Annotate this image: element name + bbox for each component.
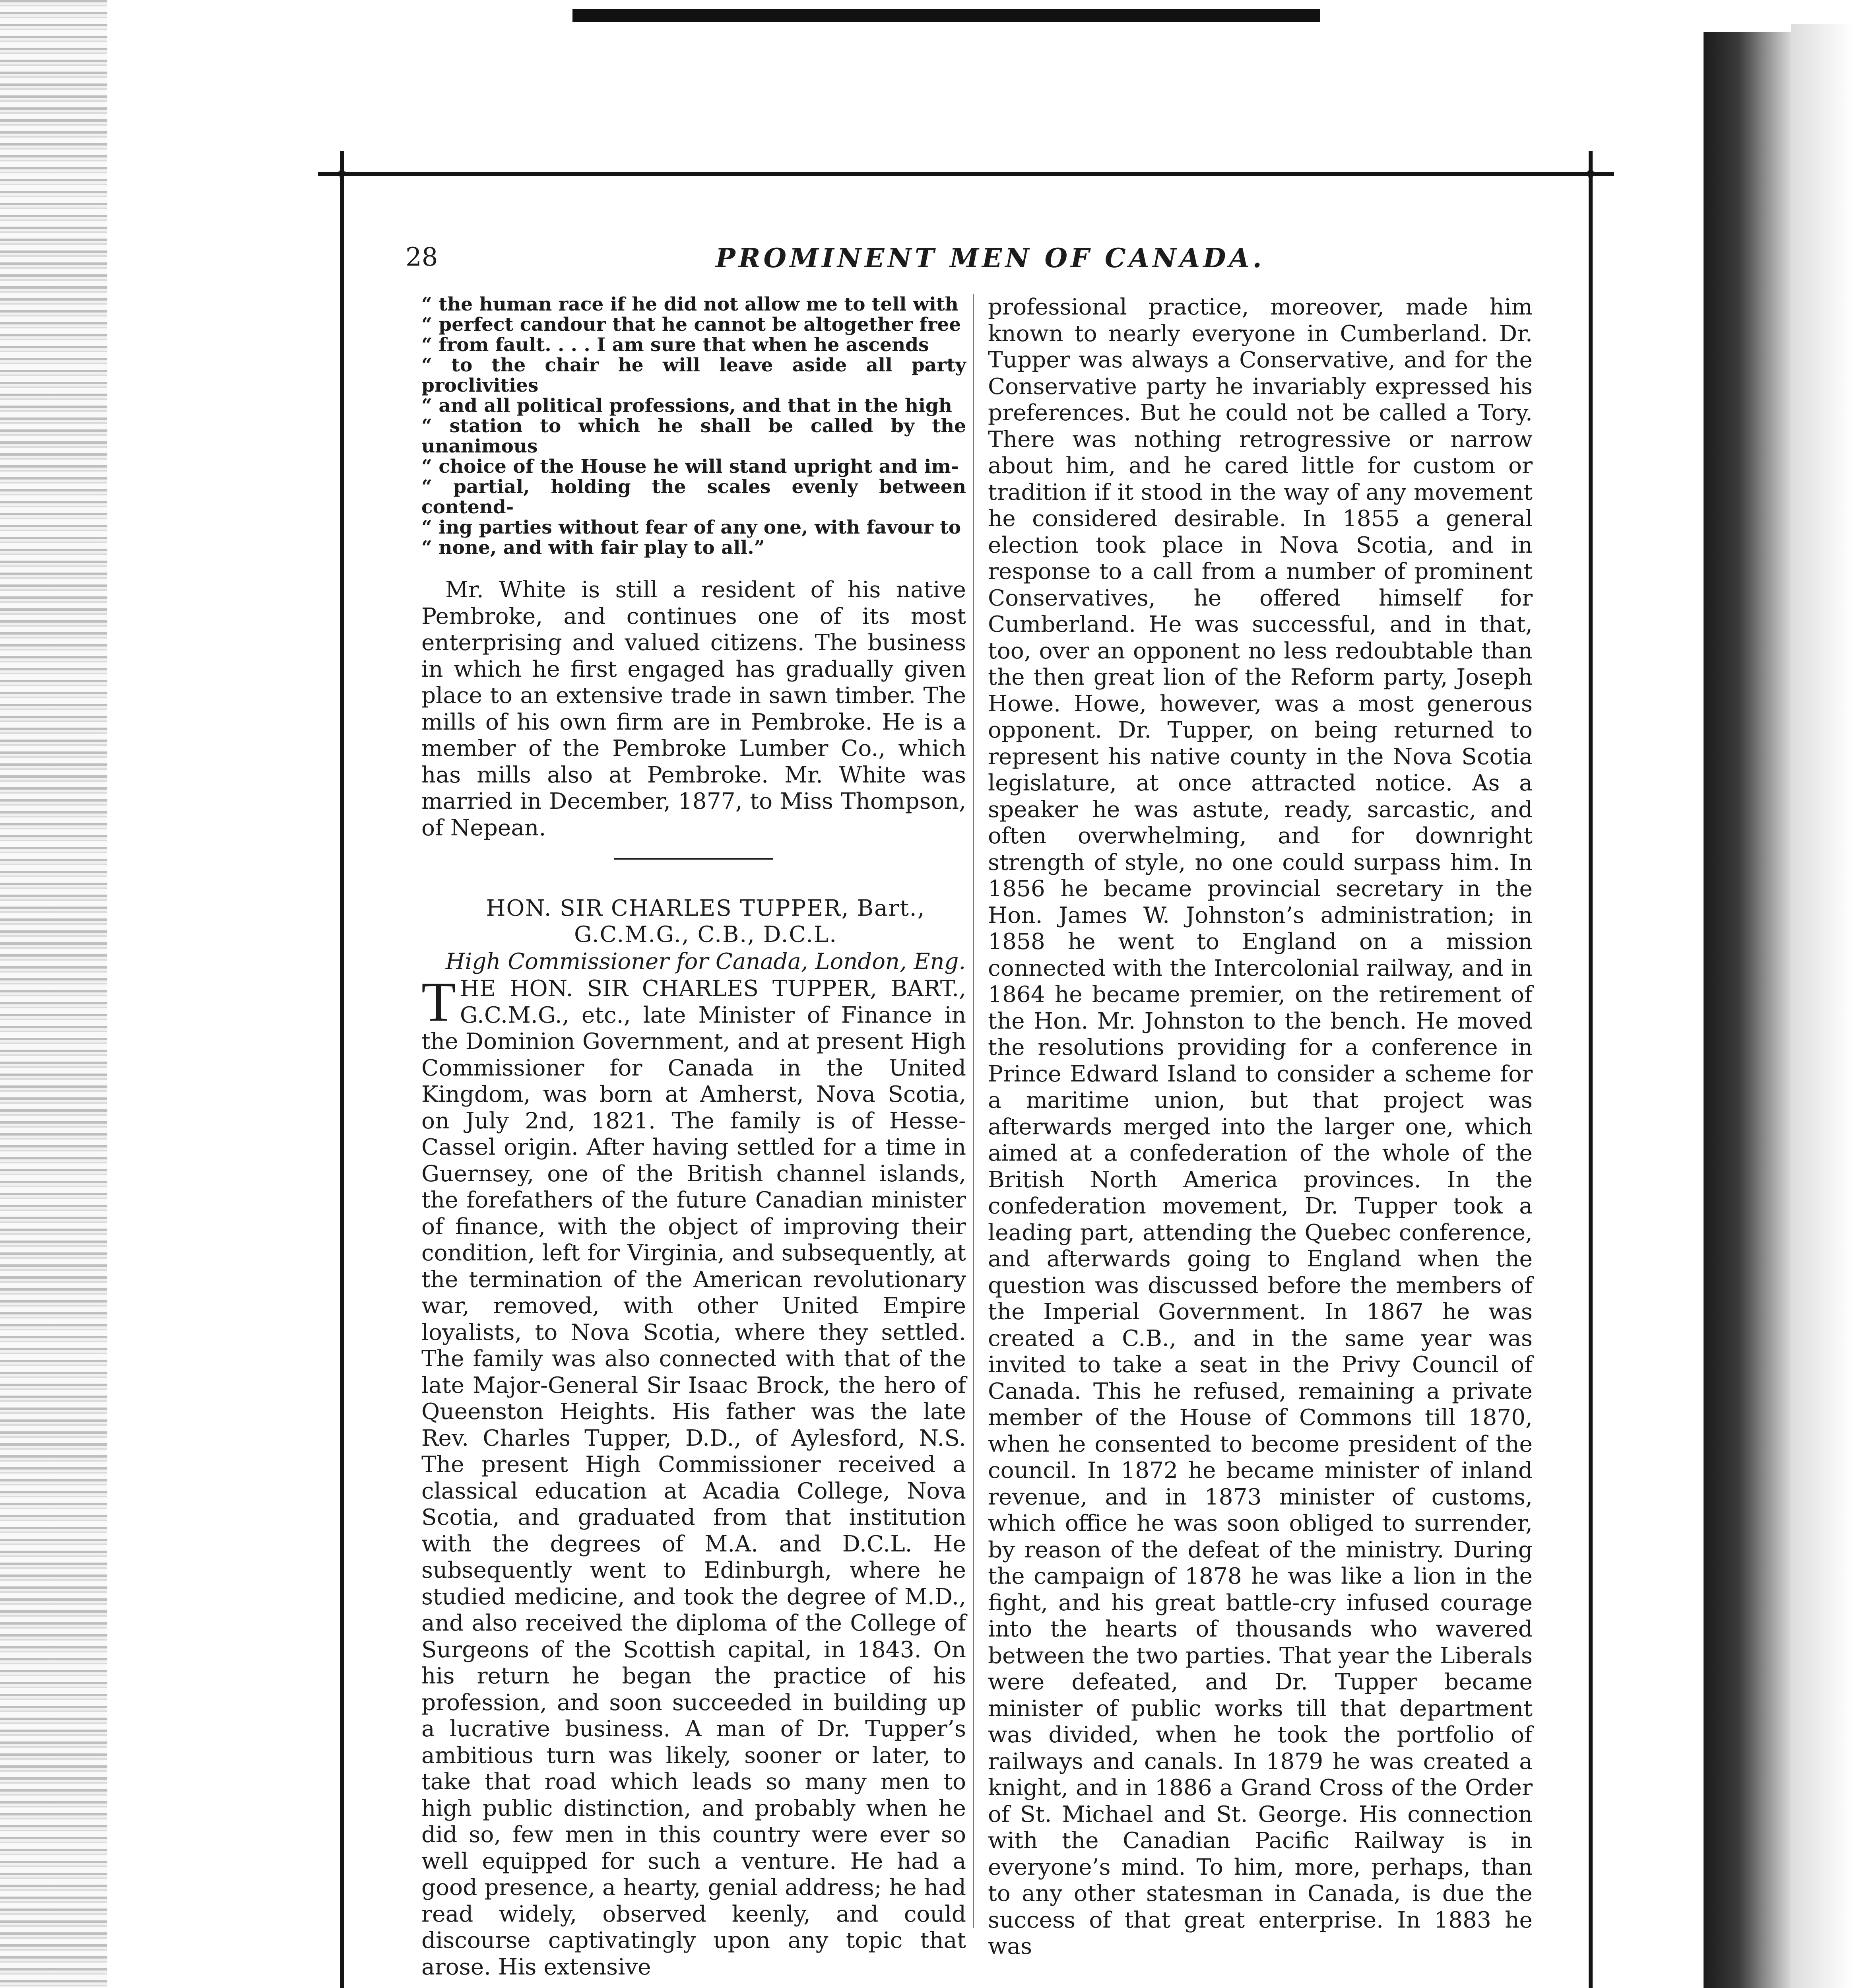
quote-line: “ the human race if he did not allow me to tell with bbox=[421, 293, 959, 315]
white-paragraph: Mr. White is still a resident of his native Pembroke, and continues one of its most enterprising and valued citizens. The business in which he first engaged has gradually given place to an extensive trade in sawn timber. The mills of his own firm are in Pembroke. He is a member of the Pembroke Lumber Co., which has mills also at Pembroke. Mr. White was married in December, 1877, to Miss Thompson, of Nepean. bbox=[421, 577, 966, 841]
quote-line: “ none, and with fair play to all.” bbox=[421, 537, 765, 559]
left-column bbox=[421, 294, 966, 1980]
bio-subtitle: High Commissioner for Canada, London, Eng. bbox=[445, 949, 966, 975]
page-header bbox=[406, 243, 1594, 286]
frame-top-rule bbox=[318, 172, 1614, 176]
scanned-left-margin-artifact bbox=[0, 0, 107, 1988]
page-number: 28 bbox=[406, 243, 438, 272]
tupper-paragraph bbox=[421, 970, 966, 1980]
frame-right-rule bbox=[1589, 151, 1593, 1988]
quote-line: “ ing parties without fear of any one, with favour to bbox=[421, 516, 961, 538]
quote-line: “ and all political professions, and that in the high bbox=[421, 395, 952, 417]
drop-cap: T bbox=[421, 970, 456, 1033]
column-divider bbox=[973, 294, 974, 1928]
scanned-right-fade bbox=[1791, 24, 1853, 1988]
frame-left-rule bbox=[340, 151, 344, 1988]
tupper-paragraph-text: HE HON. SIR CHARLES TUPPER, BART., G.C.M.G., etc., late Minister of Finance in the Dominion Government, and at present High Commissioner for Canada in the United Kingdom, was born at Amherst, Nova Scotia, on July 2nd, 1821. The family is of Hesse-Cassel origin. After having settled for a time in Guernsey, one of the British channel islands, the forefathers of the future Canadian minister of finance, with the object of improving their condition, left for Virginia, and subsequently, at the termination of the American revolutionary war, removed, with other United Empire loyalists, to Nova Scotia, where they settled. The family was also connected with that of the late Major-General Sir Isaac Brock, the hero of Queenston Heights. His father was the late Rev. Charles Tupper, D.D., of Aylesford, N.S. The present High Commissioner received a classical education at Acadia College, Nova Scotia, and graduated from that institution with the degrees of M.A. and D.C.L. He subsequently went to Edinburgh, where he studied medicine, and took the degree of M.D., and also received the diploma of the College of Surgeons of the Scottish capital, in 1843. On his return he began the practice of his profession, and soon succeeded in building up a lucrative business. A man of Dr. Tupper’s ambitious turn was likely, sooner or later, to take that road which leads so many men to high public distinction, and probably when he did so, few men in this country were ever so well equipped for such a venture. He had a good presence, a hearty, genial address; he had read widely, observed keenly, and could discourse captivatingly upon any topic that arose. His extensive bbox=[421, 976, 966, 1980]
right-paragraph: professional practice, moreover, made him known to nearly everyone in Cumberland. Dr. Tupper was always a Conservative, and for the Conservative party he invariably expressed his preferences. But he could not be called a Tory. There was nothing retrogressive or narrow about him, and he cared little for custom or tradition if it stood in the way of any movement he considered desirable. In 1855 a general election took place in Nova Scotia, and in response to a call from a number of prominent Conservatives, he offered himself for Cumberland. He was successful, and in that, too, over an opponent no less redoubtable than the then great lion of the Reform party, Joseph Howe. Howe, however, was a most generous opponent. Dr. Tupper, on being returned to represent his native county in the Nova Scotia legislature, at once attracted notice. As a speaker he was astute, ready, sarcastic, and often overwhelming, and for downright strength of style, no one could surpass him. In 1856 he became provincial secretary in the Hon. James W. Johnston’s administration; in 1858 he went to England on a mission connected with the Intercolonial railway, and in 1864 he became premier, on the retirement of the Hon. Mr. Johnston to the bench. He moved the resolutions providing for a conference in Prince Edward Island to consider a scheme for a maritime union, but that project was afterwards merged into the larger one, which aimed at a confederation of the whole of the British North America provinces. In the confederation movement, Dr. Tupper took a leading part, attending the Quebec conference, and afterwards going to England when the question was discussed before the members of the Imperial Government. In 1867 he was created a C.B., and in the same year was invited to take a seat in the Privy Council of Canada. This he refused, remaining a private member of the House of Commons till 1870, when he consented to become president of the council. In 1872 he became minister of inland revenue, and in 1873 minister of customs, which office he was soon obliged to surrender, by reason of the defeat of the ministry. During the campaign of 1878 he was like a lion in the fight, and his great battle-cry infused courage into the hearts of thousands who wavered between the two parties. That year the Liberals were defeated, and Dr. Tupper became minister of public works till that department was divided, when he took the portfolio of railways and canals. In 1879 he was created a knight, and in 1886 a Grand Cross of the Order of St. Michael and St. George. His connection with the Canadian Pacific Railway is in everyone’s mind. To him, more, perhaps, than to any other statesman in Canada, is due the success of that great enterprise. In 1883 he was bbox=[988, 294, 1533, 1959]
top-scan-bar bbox=[572, 9, 1320, 22]
section-divider bbox=[614, 858, 773, 860]
running-title: PROMINENT MEN OF CANADA. bbox=[716, 243, 1265, 274]
quote-line: “ station to which he shall be called by the unanimous bbox=[421, 415, 966, 457]
quote-line: “ partial, holding the scales evenly between contend- bbox=[421, 476, 966, 518]
bio-title: HON. SIR CHARLES TUPPER, Bart., bbox=[486, 895, 926, 921]
corner-ornament-icon bbox=[1579, 162, 1603, 186]
quotation-block bbox=[421, 294, 966, 558]
quote-line: “ to the chair he will leave aside all party proclivities bbox=[421, 354, 966, 396]
quote-line: “ perfect candour that he cannot be altogether free bbox=[421, 314, 961, 336]
quote-line: “ choice of the House he will stand upright and im- bbox=[421, 456, 959, 478]
quote-line: “ from fault. . . . I am sure that when he ascends bbox=[421, 334, 929, 356]
right-column bbox=[988, 294, 1533, 1960]
bio-title-honours: G.C.M.G., C.B., D.C.L. bbox=[574, 922, 838, 947]
scanned-right-edge-artifact bbox=[1704, 32, 1791, 1988]
corner-ornament-icon bbox=[330, 162, 354, 186]
